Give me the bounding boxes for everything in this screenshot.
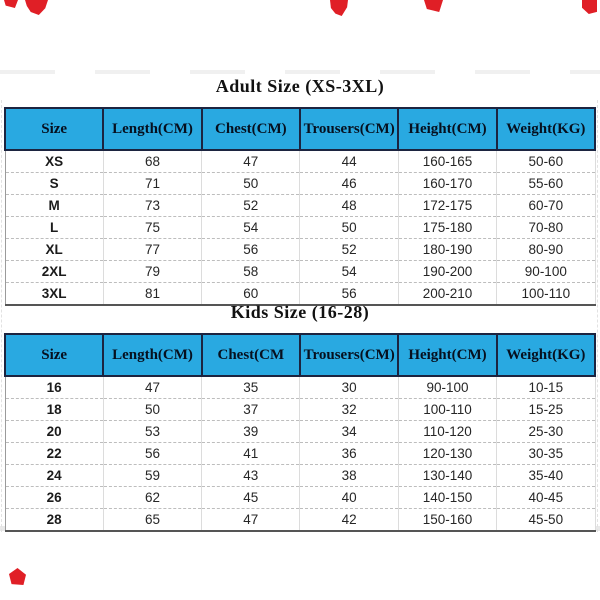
red-crop-artifact-bottom-left bbox=[9, 568, 26, 585]
value-cell: 35 bbox=[202, 376, 300, 399]
value-cell: 140-150 bbox=[398, 487, 496, 509]
column-header-size: Size bbox=[5, 334, 103, 376]
value-cell: 30-35 bbox=[497, 443, 595, 465]
table-row bbox=[5, 465, 595, 487]
value-cell: 75 bbox=[103, 217, 201, 239]
value-cell: 56 bbox=[300, 283, 398, 306]
table-row bbox=[5, 509, 595, 532]
value-cell: 45 bbox=[202, 487, 300, 509]
red-crop-artifact-top-left-1 bbox=[4, 0, 18, 8]
table-row bbox=[5, 443, 595, 465]
value-cell: 150-160 bbox=[398, 509, 496, 532]
table-row bbox=[5, 173, 595, 195]
value-cell: 200-210 bbox=[398, 283, 496, 306]
value-cell: 25-30 bbox=[497, 421, 595, 443]
column-header-chest: Chest(CM) bbox=[202, 108, 300, 150]
size-cell: 26 bbox=[5, 487, 103, 509]
value-cell: 32 bbox=[300, 399, 398, 421]
column-header-weight: Weight(KG) bbox=[497, 108, 595, 150]
adult-size-table bbox=[4, 107, 596, 306]
size-cell: 24 bbox=[5, 465, 103, 487]
value-cell: 50-60 bbox=[497, 150, 595, 173]
value-cell: 47 bbox=[202, 150, 300, 173]
kids-table-header bbox=[5, 334, 595, 376]
size-cell: 22 bbox=[5, 443, 103, 465]
kids-table-body bbox=[5, 376, 595, 531]
header-row bbox=[5, 108, 595, 150]
value-cell: 160-165 bbox=[398, 150, 496, 173]
value-cell: 190-200 bbox=[398, 261, 496, 283]
value-cell: 34 bbox=[300, 421, 398, 443]
value-cell: 44 bbox=[300, 150, 398, 173]
value-cell: 60-70 bbox=[497, 195, 595, 217]
value-cell: 47 bbox=[202, 509, 300, 532]
value-cell: 41 bbox=[202, 443, 300, 465]
value-cell: 56 bbox=[202, 239, 300, 261]
value-cell: 59 bbox=[103, 465, 201, 487]
size-cell: 3XL bbox=[5, 283, 103, 306]
table-row bbox=[5, 150, 595, 173]
red-crop-artifact-top-left-2 bbox=[25, 0, 48, 15]
size-cell: XS bbox=[5, 150, 103, 173]
column-header-height: Height(CM) bbox=[398, 108, 496, 150]
value-cell: 73 bbox=[103, 195, 201, 217]
value-cell: 68 bbox=[103, 150, 201, 173]
column-header-length: Length(CM) bbox=[103, 334, 201, 376]
value-cell: 54 bbox=[202, 217, 300, 239]
value-cell: 52 bbox=[202, 195, 300, 217]
value-cell: 50 bbox=[300, 217, 398, 239]
size-cell: 16 bbox=[5, 376, 103, 399]
column-header-trousers: Trousers(CM) bbox=[300, 334, 398, 376]
value-cell: 50 bbox=[103, 399, 201, 421]
column-header-height: Height(CM) bbox=[398, 334, 496, 376]
jpeg-smudge-band-top bbox=[0, 70, 600, 74]
value-cell: 71 bbox=[103, 173, 201, 195]
value-cell: 56 bbox=[103, 443, 201, 465]
value-cell: 50 bbox=[202, 173, 300, 195]
adult-table-header bbox=[5, 108, 595, 150]
size-cell: L bbox=[5, 217, 103, 239]
value-cell: 65 bbox=[103, 509, 201, 532]
value-cell: 62 bbox=[103, 487, 201, 509]
table-row bbox=[5, 261, 595, 283]
value-cell: 42 bbox=[300, 509, 398, 532]
value-cell: 80-90 bbox=[497, 239, 595, 261]
value-cell: 52 bbox=[300, 239, 398, 261]
value-cell: 43 bbox=[202, 465, 300, 487]
value-cell: 38 bbox=[300, 465, 398, 487]
table-row bbox=[5, 217, 595, 239]
value-cell: 60 bbox=[202, 283, 300, 306]
red-crop-artifact-top-right-2 bbox=[582, 0, 597, 14]
value-cell: 55-60 bbox=[497, 173, 595, 195]
value-cell: 35-40 bbox=[497, 465, 595, 487]
size-cell: XL bbox=[5, 239, 103, 261]
kids-size-table bbox=[4, 333, 596, 532]
value-cell: 79 bbox=[103, 261, 201, 283]
adult-table-body bbox=[5, 150, 595, 305]
column-header-length: Length(CM) bbox=[103, 108, 201, 150]
value-cell: 30 bbox=[300, 376, 398, 399]
value-cell: 172-175 bbox=[398, 195, 496, 217]
column-header-size: Size bbox=[5, 108, 103, 150]
value-cell: 46 bbox=[300, 173, 398, 195]
value-cell: 15-25 bbox=[497, 399, 595, 421]
column-header-weight: Weight(KG) bbox=[497, 334, 595, 376]
column-header-chest: Chest(CM bbox=[202, 334, 300, 376]
value-cell: 47 bbox=[103, 376, 201, 399]
column-header-trousers: Trousers(CM) bbox=[300, 108, 398, 150]
size-cell: M bbox=[5, 195, 103, 217]
size-cell: 28 bbox=[5, 509, 103, 532]
size-cell: S bbox=[5, 173, 103, 195]
red-crop-artifact-top-center bbox=[330, 0, 348, 16]
value-cell: 54 bbox=[300, 261, 398, 283]
red-crop-artifact-top-right-1 bbox=[424, 0, 443, 12]
value-cell: 36 bbox=[300, 443, 398, 465]
size-cell: 20 bbox=[5, 421, 103, 443]
table-row bbox=[5, 376, 595, 399]
value-cell: 37 bbox=[202, 399, 300, 421]
value-cell: 10-15 bbox=[497, 376, 595, 399]
table-row bbox=[5, 421, 595, 443]
value-cell: 175-180 bbox=[398, 217, 496, 239]
value-cell: 40 bbox=[300, 487, 398, 509]
value-cell: 90-100 bbox=[398, 376, 496, 399]
value-cell: 110-120 bbox=[398, 421, 496, 443]
value-cell: 81 bbox=[103, 283, 201, 306]
table-row bbox=[5, 399, 595, 421]
value-cell: 100-110 bbox=[497, 283, 595, 306]
value-cell: 160-170 bbox=[398, 173, 496, 195]
header-row bbox=[5, 334, 595, 376]
value-cell: 40-45 bbox=[497, 487, 595, 509]
table-row bbox=[5, 487, 595, 509]
table-row bbox=[5, 239, 595, 261]
value-cell: 130-140 bbox=[398, 465, 496, 487]
size-cell: 18 bbox=[5, 399, 103, 421]
value-cell: 70-80 bbox=[497, 217, 595, 239]
value-cell: 45-50 bbox=[497, 509, 595, 532]
value-cell: 53 bbox=[103, 421, 201, 443]
value-cell: 48 bbox=[300, 195, 398, 217]
value-cell: 58 bbox=[202, 261, 300, 283]
value-cell: 180-190 bbox=[398, 239, 496, 261]
value-cell: 39 bbox=[202, 421, 300, 443]
value-cell: 120-130 bbox=[398, 443, 496, 465]
adult-size-title: Adult Size (XS-3XL) bbox=[215, 76, 385, 96]
value-cell: 90-100 bbox=[497, 261, 595, 283]
value-cell: 100-110 bbox=[398, 399, 496, 421]
kids-size-title: Kids Size (16-28) bbox=[230, 302, 370, 322]
table-row bbox=[5, 195, 595, 217]
value-cell: 77 bbox=[103, 239, 201, 261]
size-cell: 2XL bbox=[5, 261, 103, 283]
